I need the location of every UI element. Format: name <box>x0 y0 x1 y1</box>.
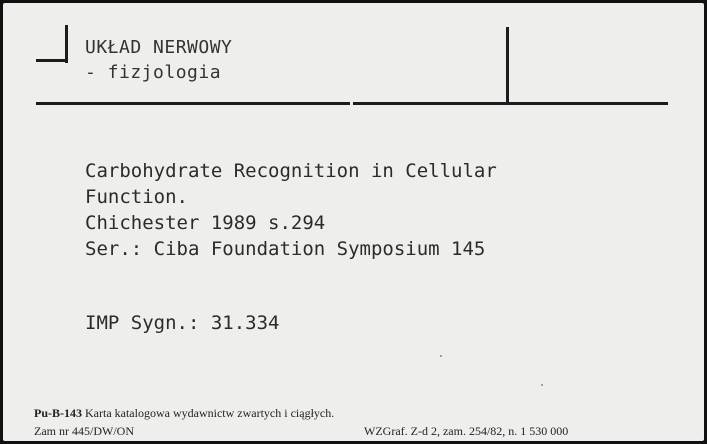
corner-mark-vertical <box>65 25 68 63</box>
footer-line1 <box>34 406 334 421</box>
entry-title-line2: Function. <box>85 186 188 208</box>
footer-order-number: Zam nr 445/DW/ON <box>34 424 134 438</box>
footer-printer-info <box>364 424 568 439</box>
footer-printer-number: 254/82, n. 1 530 000 <box>468 424 569 438</box>
bibliographic-entry <box>85 158 497 262</box>
corner-mark-horizontal <box>36 59 68 62</box>
heading-divider-bar <box>506 27 509 102</box>
call-number: IMP Sygn.: 31.334 <box>85 312 280 334</box>
footer-printer-prefix: WZGraf. Z-d 2, zam. <box>364 424 466 438</box>
subject-heading: UKŁAD NERWOWY <box>85 37 233 58</box>
rule-gap <box>350 102 353 105</box>
paper-speck <box>440 355 442 357</box>
entry-imprint: Chichester 1989 s.294 <box>85 212 326 234</box>
footer-code: Pu-B-143 <box>34 406 82 420</box>
entry-title-line1: Carbohydrate Recognition in Cellular <box>85 160 497 182</box>
subject-heading-block <box>85 35 232 85</box>
paper-speck <box>541 384 543 386</box>
footer-description: Karta katalogowa wydawnictw zwartych i ciągłych. <box>85 406 335 420</box>
subject-subheading: - fizjologia <box>85 62 222 83</box>
catalog-card <box>3 3 704 441</box>
entry-series: Ser.: Ciba Foundation Symposium 145 <box>85 238 486 260</box>
